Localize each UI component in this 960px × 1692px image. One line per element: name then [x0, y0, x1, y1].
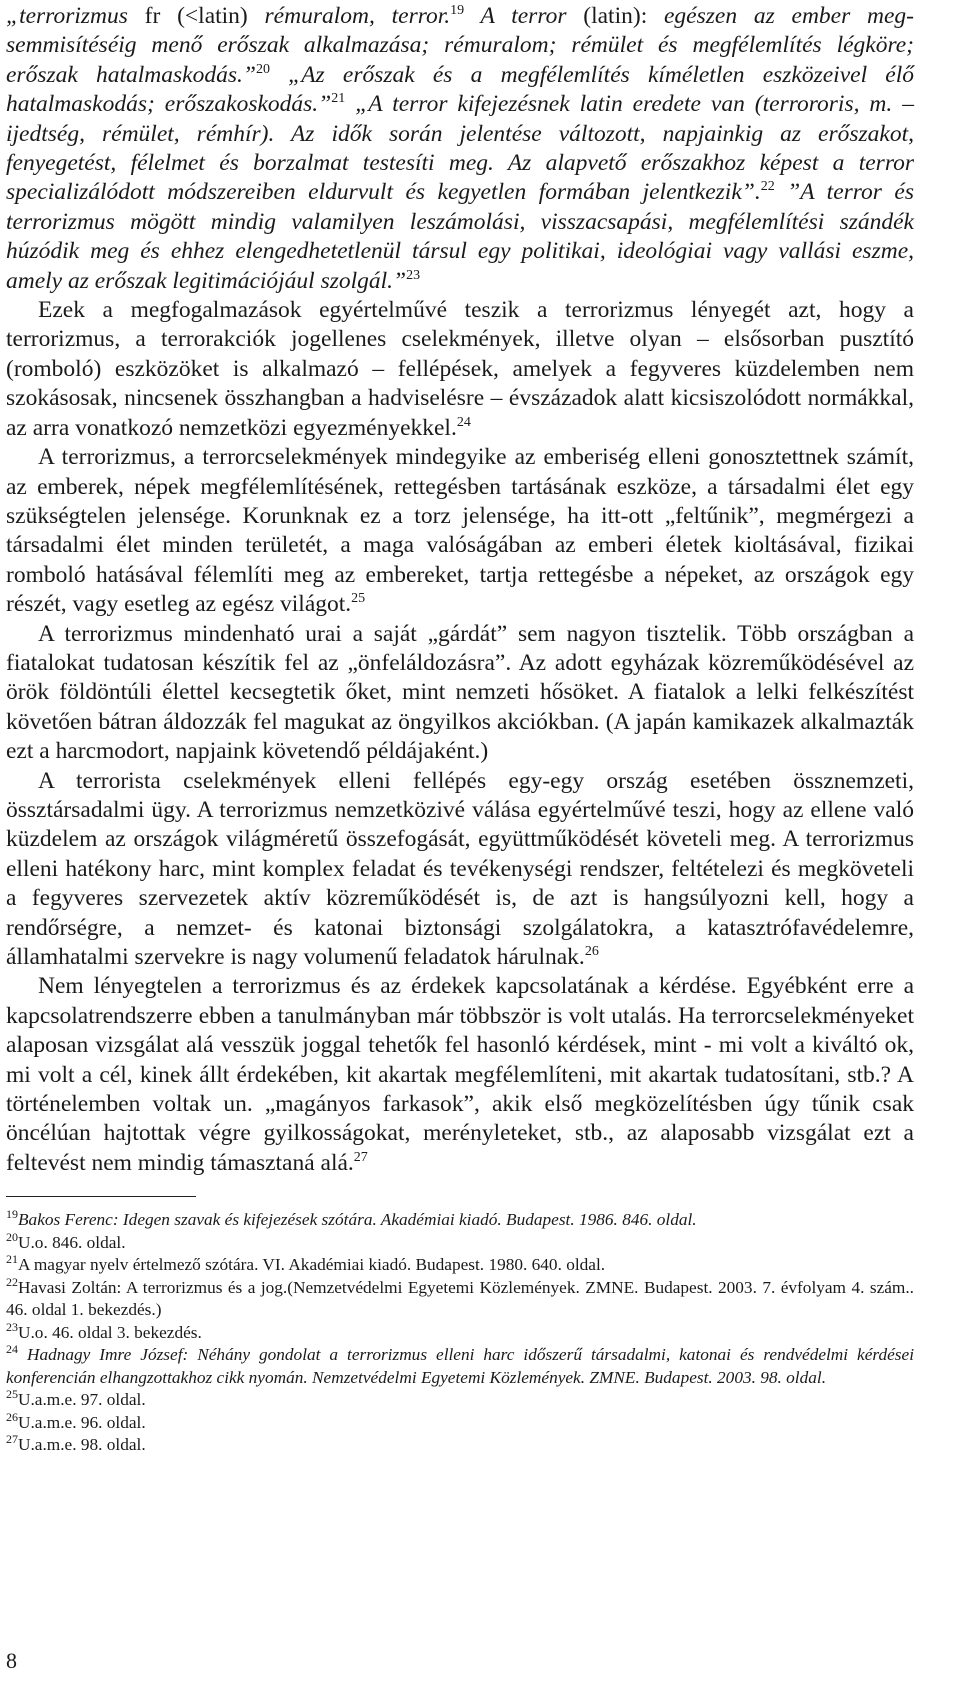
paragraph-text: Ezek a megfogalmazások egyértelművé teszik a terrorizmus lényegét azt, hogy a terrorizmus, a terrorakciók jogellenes cselekmények, illetve olyan – elsősorban pusztító (romboló) eszközöket is alkalmazó – fellépések, amelyek a fegyveres küzdelemben nem szokásosak, nincsenek összhangban a hadviselésre – évszázadok alatt kicsiszolódott normákkal, az arra vonatkozó nemzetközi egyezményekkel.: [6, 297, 914, 441]
footnote-text: U.o. 46. oldal 3. bekezdés.: [18, 1322, 202, 1342]
footnote-20: [6, 1229, 914, 1255]
footnote-text: U.a.m.e. 97. oldal.: [18, 1390, 146, 1410]
definition-term: „terrorizmus: [6, 3, 128, 29]
footnote-number: 24: [6, 1342, 18, 1357]
paragraph-self-sacrifice: [6, 620, 914, 767]
footnote-21: [6, 1254, 914, 1277]
footnote-ref-24: 24: [456, 414, 471, 430]
page-number: 8: [6, 1648, 17, 1673]
footnote-text: Bakos Ferenc: Idegen szavak és kifejezések szótára. Akadémiai kiadó. Budapest. 1986. 846. oldal.: [18, 1210, 697, 1230]
footnote-text: Hadnagy Imre József: Néhány gondolat a terrorizmus elleni harc időszerű társadalmi, katonai és rendvédelmi kérdései konferencián elhangzottakhoz cikk nyomán. Nemzetvédelmi Egyetemi Közlemények. ZMNE. Budapest. 2003. 98. oldal.: [6, 1345, 914, 1387]
paragraph-crimes-against-humanity: [6, 443, 914, 619]
footnote-ref-22: 22: [760, 179, 775, 195]
paragraph-essence: [6, 296, 914, 443]
paragraph-text: Nem lényegtelen a terrorizmus és az érdekek kapcsolatának a kérdése. Egyébként erre a kapcsolatrendszerre ebben a tanulmányban már többször is volt utalás. Ha terrorcselekményeket alaposan vizsgálat alá vesszük joggal tehetők fel hasonló kérdések, mint - mi volt a kiváltó ok, mi volt a cél, kinek állt érdekében, kit akartak megfélemlíteni, mit akartak tudatosítani, stb.? A történelemben voltak un. „magányos farkasok”, akik első megközelítésben úgy tűnik csak öncélúan hajtottak végre gyilkosságokat, merényleteket, stb., az alaposabb vizsgálat ezt a feltevést nem mindig támasztaná alá.: [6, 973, 914, 1176]
footnote-ref-21: 21: [331, 91, 346, 107]
footnote-number: 22: [6, 1274, 18, 1289]
paragraph-definitions: [6, 2, 914, 296]
footnote-number: 19: [6, 1207, 18, 1222]
paragraph-text: A terrorizmus mindenható urai a saját „gárdát” sem nagyon tisztelik. Több országban a fiatalokat tudatosan készítik fel az „önfeláldozásra”. Az adott egyházak közreműködésével az örök földöntúli élettel kecsegtetik őket, mint nemzeti hősöket. A fiatalok a lelki felkészítést követően bátran áldozzák fel magukat az öngyilkos akciókban. (A japán kamikazek alkalmazták ezt a harcmodort, napjaink követendő példájaként.): [6, 620, 914, 765]
footnote-25: [6, 1389, 914, 1412]
paragraph-text: A terrorizmus, a terrorcselekmények mindegyike az emberiség elleni gonosztettnek számít, az emberek, népek megfélemlítésének, rettegésben tartásának eszköze, a társadalmi élet egy szükségtelen jelensége. Korunknak ez a torz jelensége, ha itt-ott „feltűnik”, megmérgezi a társadalmi élet minden területét, a maga valóságában az emberi életek kioltásával, fizikai romboló hatásával félemlíti meg az embereket, tartja rettegésbe a népeket, az országok egy részét, vagy esetleg az egész világot.: [6, 444, 914, 618]
footnote-23: [6, 1319, 914, 1345]
footnote-24: [6, 1344, 914, 1389]
footnote-separator: [6, 1196, 196, 1197]
footnote-ref-25: 25: [351, 591, 366, 607]
footnote-number: 20: [6, 1229, 18, 1244]
paragraph-cooperation: [6, 767, 914, 973]
footnote-ref-23: 23: [406, 267, 421, 283]
footnote-text: U.a.m.e. 96. oldal.: [18, 1412, 146, 1432]
footnote-19: [6, 1209, 914, 1232]
footnote-number: 21: [6, 1252, 18, 1267]
footnote-number: 27: [6, 1432, 18, 1447]
footnote-27: [6, 1434, 914, 1457]
definition-origin: fr (<latin): [127, 3, 265, 29]
footnote-ref-20: 20: [255, 61, 270, 77]
footnote-26: [6, 1409, 914, 1435]
footnote-number: 23: [6, 1319, 18, 1334]
paragraph-text: A terrorista cselekmények elleni fellépés egy-egy ország esetében össznemzeti, össztársadalmi ügy. A terrorizmus nemzetközivé válása egyértelművé teszi, hogy az ellene való küzdelem az országok világméretű összefogását, együttműködését követeli meg. A terrorizmus elleni hatékony harc, mint komplex feladat és tevékenységi rendszer, feltételezi és megköveteli a fegyveres szervezetek aktív közreműködését is, de azt is hangsúlyozni kell, hogy a rendőrségre, a nemzet- és katonai biztonsági szolgálatokra, a katasztrófavédelemre, államhatalmi szervekre is nagy volumenű feladatok hárulnak.: [6, 767, 914, 970]
definition-terror-word: A terror: [464, 3, 567, 29]
footnote-text: A magyar nyelv értelmező szótára. VI. Akadémiai kiadó. Budapest. 1980. 640. oldal.: [18, 1255, 606, 1275]
footnote-number: 25: [6, 1387, 18, 1402]
quote-retaliation: ”A terror és terrorizmus mögött mindig valamilyen leszámolási, visszacsapási, megfélemlítési szándék húzódik meg és ehhez elengedhetetlenül társul egy politikai, ideológiai vagy vallási eszme, amely az erőszak legitimációjául szolgál.”: [6, 179, 914, 294]
main-text: [6, 2, 914, 1178]
footnote-ref-19: 19: [450, 3, 465, 18]
definition-meaning: rémuralom, terror.: [264, 3, 451, 29]
definition-terror-origin: (latin):: [566, 3, 664, 29]
quote-violence: „Az erőszak és a megfélemlítés kíméletlen eszközeivel élő hatalmaskodás; erőszakoskodás.”: [6, 61, 914, 118]
footnote-ref-27: 27: [353, 1149, 368, 1165]
footnote-text: U.o. 846. oldal.: [18, 1232, 126, 1252]
footnote-22: [6, 1274, 914, 1322]
definition-terror-meaning: egészen az ember megsemmisítéséig menő erőszak alkalmazása; rémuralom; rémület és megfélemlítés légköre; erőszak hatalmaskodás.”: [6, 3, 914, 88]
footnote-ref-26: 26: [584, 944, 599, 959]
footnote-text: U.a.m.e. 98. oldal.: [18, 1435, 146, 1455]
quote-latin-origin: „A terror kifejezésnek latin eredete van (terrororis, m. – ijedtség, rémület, rémhír). Az idők során jelentése változott, napjainkig az erőszakot, fenyegetést, félelmet és borzalmat testesíti meg. Az alapvető erőszakhoz képest a terror specializálódott módszereiben eldurvult és kegyetlen formában jelentkezik”.: [6, 91, 914, 206]
footnote-number: 26: [6, 1409, 18, 1424]
footnote-text: Havasi Zoltán: A terrorizmus és a jog.(Nemzetvédelmi Egyetemi Közlemények. ZMNE. Budapest. 2003. 7. évfolyam 4. szám.. 46. oldal 1. bekezdés.): [6, 1277, 914, 1320]
footnotes: [6, 1209, 914, 1457]
paragraph-interests: [6, 972, 914, 1178]
